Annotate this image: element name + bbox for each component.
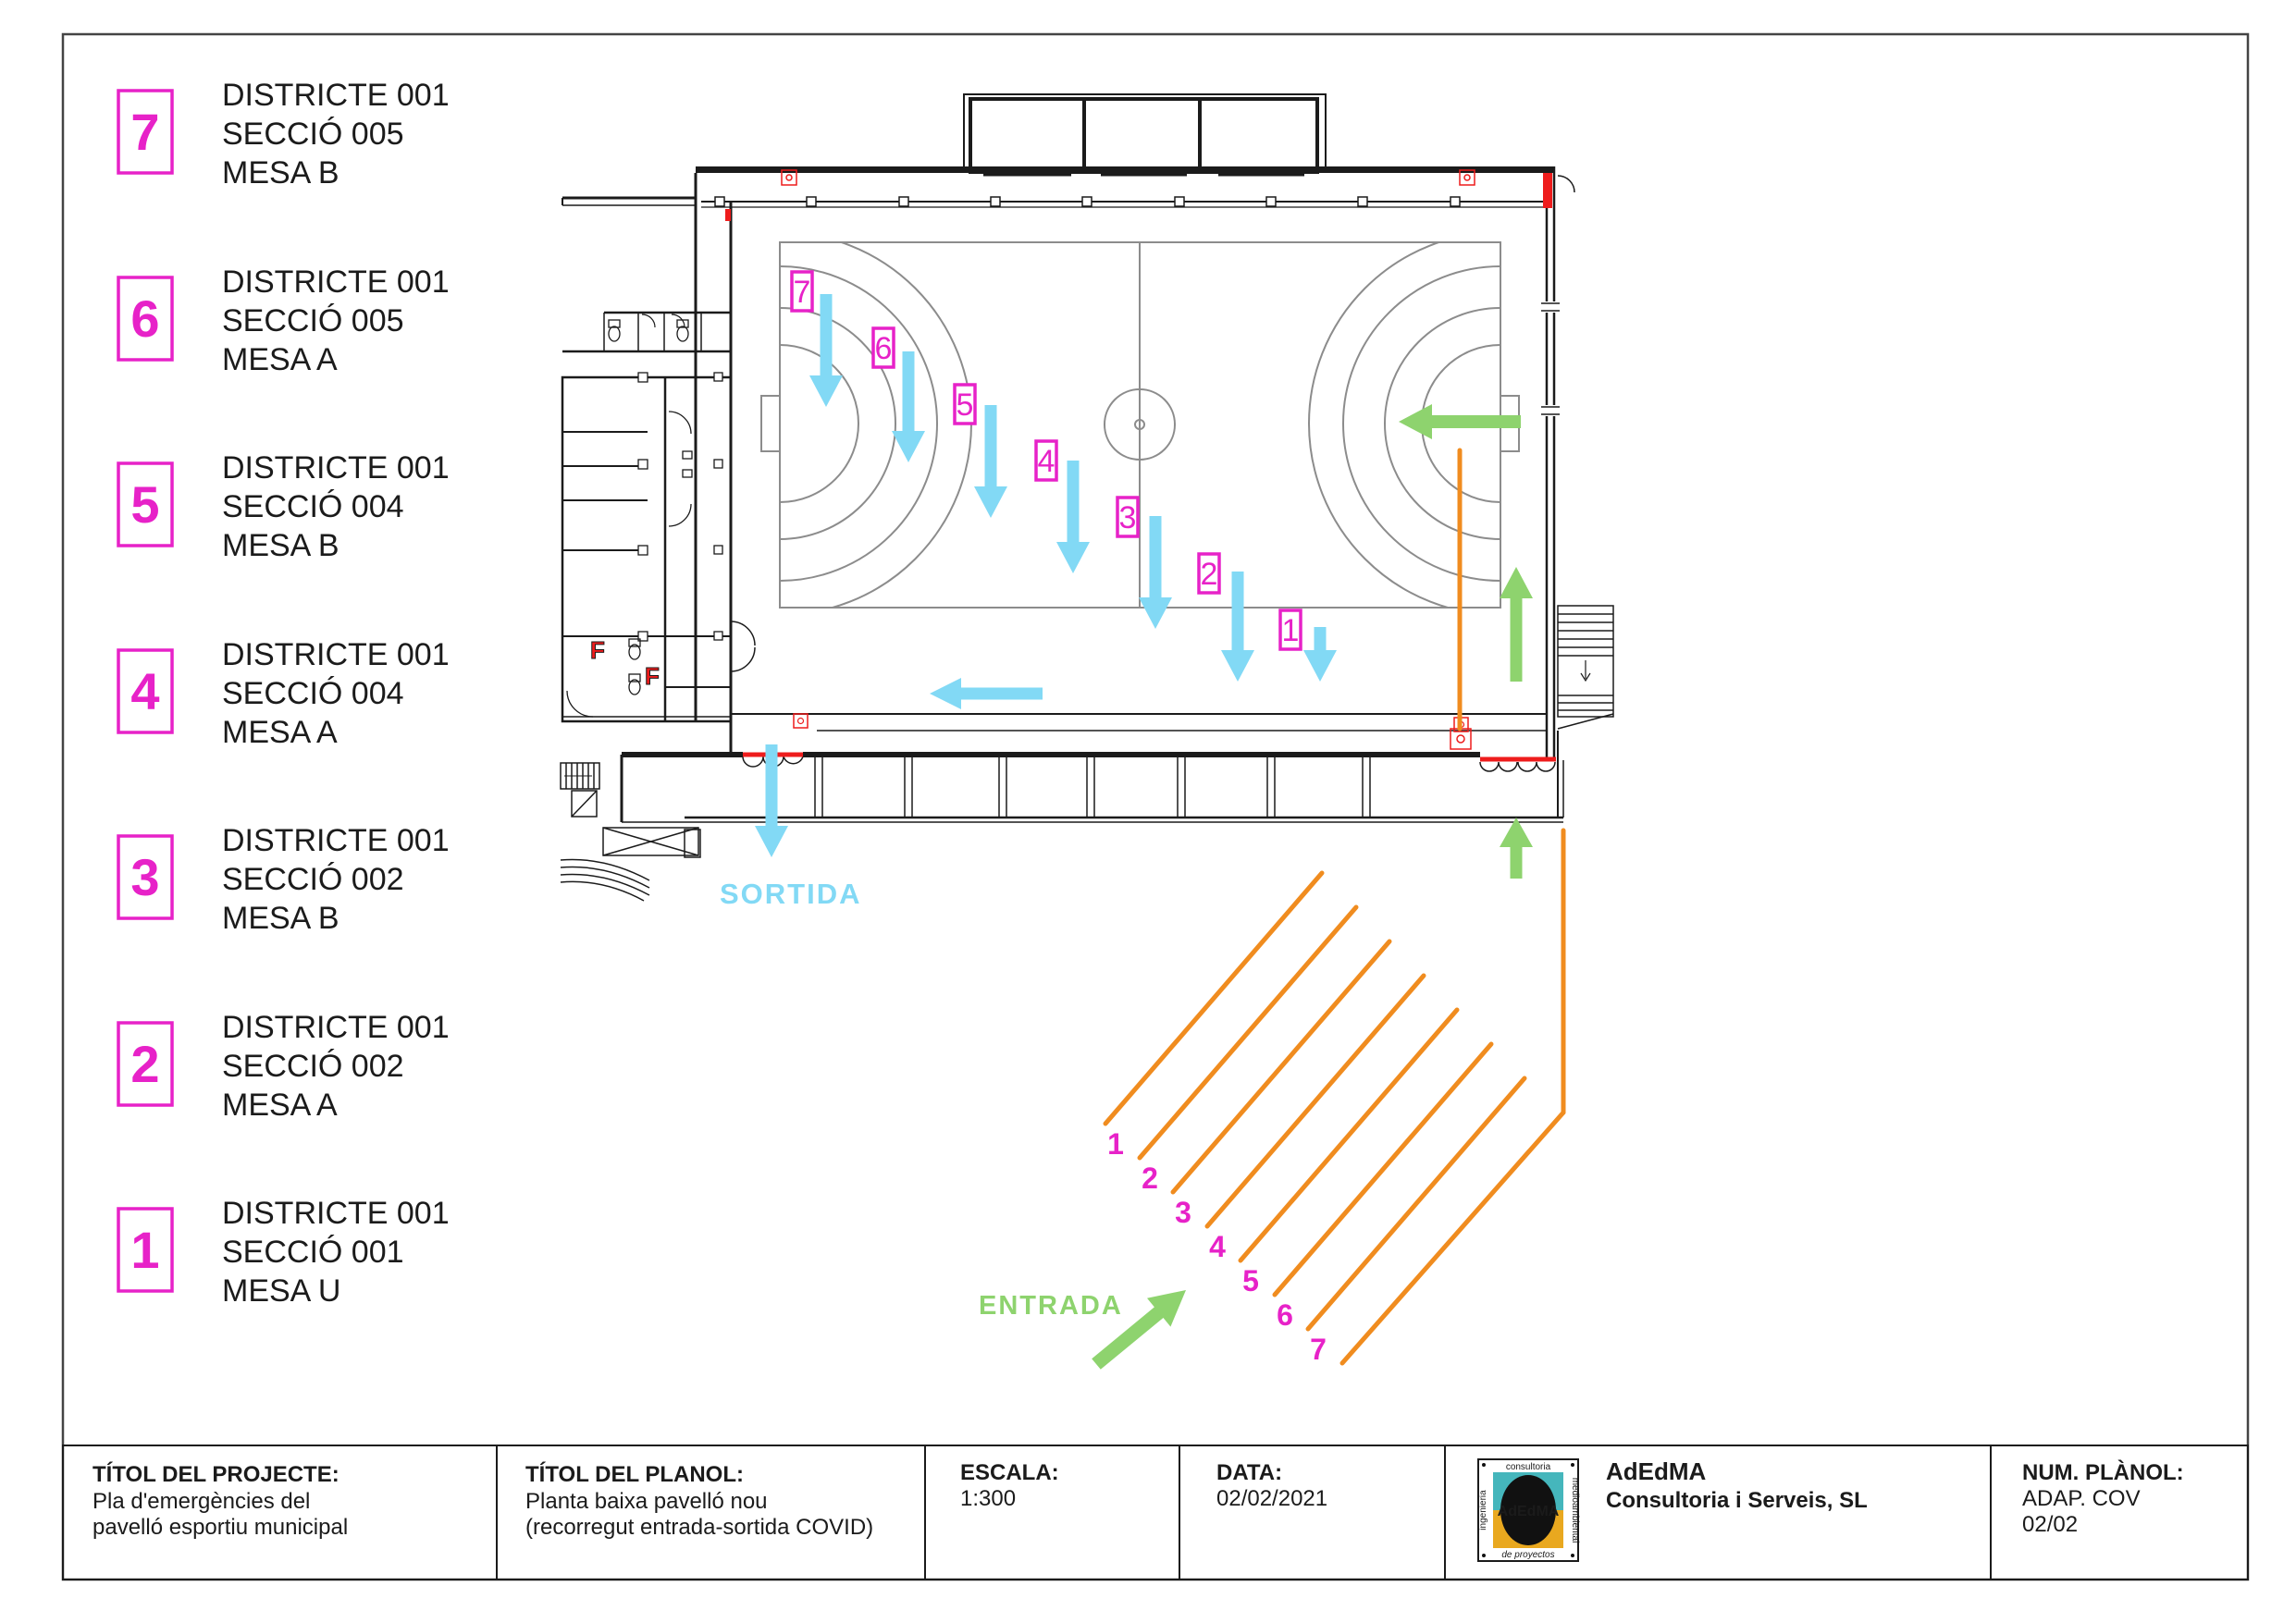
extinguisher-icon <box>794 714 808 728</box>
legend-item-1 <box>118 1196 450 1309</box>
entrance-lobby <box>964 94 1326 174</box>
entry-arrow-up-door <box>1500 818 1533 879</box>
legend-text: DISTRICTE 001 <box>222 1010 450 1045</box>
emergency-exit-door <box>1543 173 1552 208</box>
entry-arrow-up-inside <box>1500 567 1533 682</box>
route-marker-number: 2 <box>1200 557 1218 592</box>
sheet-title-line: (recorregut entrada-sortida COVID) <box>525 1515 874 1540</box>
legend-text: DISTRICTE 001 <box>222 637 450 672</box>
legend-box-number: 5 <box>130 475 160 534</box>
queue-divider <box>1173 941 1389 1192</box>
legend-text: SECCIÓ 005 <box>222 303 404 338</box>
company-subtitle: Consultoria i Serveis, SL <box>1606 1488 1868 1513</box>
handball-court <box>588 232 1692 615</box>
legend-box-number: 3 <box>130 848 160 906</box>
route-marker-number: 4 <box>1037 444 1055 479</box>
logo-top-text: consultoria <box>1505 1462 1551 1472</box>
fire-letter: F <box>645 662 660 690</box>
queue-number: 2 <box>1142 1162 1158 1195</box>
queue-number: 1 <box>1107 1127 1124 1161</box>
exit-arrow-1 <box>1303 627 1337 682</box>
queue-number: 4 <box>1209 1230 1226 1263</box>
emergency-sign-icon <box>725 209 731 221</box>
queue-divider <box>1308 1078 1524 1329</box>
cell-project <box>93 1461 348 1540</box>
legend-item-7 <box>118 78 450 191</box>
queue-number: 7 <box>1310 1333 1327 1366</box>
exit-arrow-3 <box>1139 516 1172 629</box>
queue-number: 6 <box>1277 1298 1293 1332</box>
legend-item-4 <box>118 637 450 750</box>
exit-route-arrows <box>755 294 1337 857</box>
legend-text: DISTRICTE 001 <box>222 78 450 113</box>
queue-divider <box>1241 1010 1457 1260</box>
plan-number-line: ADAP. COV <box>2022 1486 2141 1511</box>
logo-right-text: medioambiental <box>1570 1477 1580 1543</box>
legend-text: MESA A <box>222 1088 338 1123</box>
left-wing <box>562 198 731 721</box>
project-title-line: pavelló esportiu municipal <box>93 1515 349 1540</box>
legend-item-2 <box>118 1010 450 1123</box>
legend-text: DISTRICTE 001 <box>222 823 450 858</box>
legend-text: SECCIÓ 001 <box>222 1235 404 1270</box>
legend-text: MESA B <box>222 528 339 563</box>
plan-number-label: NUM. PLÀNOL: <box>2022 1460 2184 1485</box>
legend-text: DISTRICTE 001 <box>222 1196 450 1231</box>
legend-text: SECCIÓ 005 <box>222 117 404 152</box>
entry-arrow-left <box>1399 404 1521 439</box>
fire-letter: F <box>590 636 605 664</box>
route-marker-number: 7 <box>793 275 811 310</box>
legend <box>118 78 450 1309</box>
route-marker-number: 6 <box>874 331 893 366</box>
legend-text: DISTRICTE 001 <box>222 450 450 486</box>
legend-box-number: 4 <box>130 662 160 720</box>
legend-text: MESA B <box>222 155 339 191</box>
scale-label: ESCALA: <box>960 1460 1059 1485</box>
legend-box-number: 6 <box>130 289 160 348</box>
logo-center-text: AdEdMA <box>1497 1504 1560 1519</box>
date-label: DATA: <box>1216 1460 1283 1485</box>
legend-text: SECCIÓ 002 <box>222 862 404 897</box>
sheet-title-line: Planta baixa pavelló nou <box>525 1489 768 1514</box>
cell-sheet-title <box>525 1461 873 1540</box>
route-marker-number: 1 <box>1281 613 1300 648</box>
queue-divider <box>1342 1113 1563 1363</box>
exit-arrow-7 <box>809 294 843 407</box>
exit-arrow-6 <box>892 351 925 462</box>
legend-text: MESA A <box>222 715 338 750</box>
plan-number-line: 02/02 <box>2022 1512 2079 1537</box>
project-title-label: TÍTOL DEL PROJECTE: <box>93 1462 339 1487</box>
exit-arrow-2 <box>1221 572 1254 682</box>
legend-item-3 <box>118 823 450 936</box>
hall-walls <box>622 166 1574 822</box>
route-marker-number: 3 <box>1118 500 1137 535</box>
title-block <box>63 1445 2248 1580</box>
company-logo <box>1478 1459 1580 1561</box>
route-marker-number: 5 <box>956 387 974 423</box>
sortida-label: SORTIDA <box>720 878 862 910</box>
legend-box-number: 2 <box>130 1035 160 1093</box>
date-value: 02/02/2021 <box>1216 1486 1328 1511</box>
queue-divider <box>1275 1044 1491 1295</box>
sheet-title-label: TÍTOL DEL PLANOL: <box>525 1462 745 1487</box>
legend-text: SECCIÓ 004 <box>222 489 404 524</box>
legend-box-number: 7 <box>130 103 160 161</box>
exit-arrow-5 <box>974 405 1007 518</box>
queue-number: 5 <box>1242 1264 1259 1297</box>
legend-text: SECCIÓ 004 <box>222 676 404 711</box>
exit-arrow-door <box>755 744 788 857</box>
legend-text: MESA B <box>222 901 339 936</box>
logo-bottom-text: de proyectos <box>1501 1550 1555 1560</box>
scale-value: 1:300 <box>960 1486 1017 1511</box>
queue-number: 3 <box>1175 1196 1191 1229</box>
legend-item-6 <box>118 264 450 377</box>
cell-scale <box>960 1460 1059 1511</box>
cell-plan-number <box>2022 1459 2184 1537</box>
queue-divider <box>1207 976 1424 1226</box>
queue-divider <box>1140 907 1356 1158</box>
project-title-line: Pla d'emergències del <box>93 1489 311 1514</box>
legend-text: SECCIÓ 002 <box>222 1049 404 1084</box>
floor-plan <box>561 94 1692 1370</box>
entrada-label: ENTRADA <box>979 1291 1123 1321</box>
annex-stairs-ramp <box>561 763 700 901</box>
legend-text: MESA A <box>222 342 338 377</box>
legend-item-5 <box>118 450 450 563</box>
cell-company <box>1606 1457 1868 1513</box>
company-name: AdEdMA <box>1606 1457 1707 1485</box>
exit-arrow-left <box>930 678 1043 709</box>
legend-text: MESA U <box>222 1273 341 1309</box>
cell-date <box>1216 1460 1327 1511</box>
exit-arrow-4 <box>1056 461 1090 573</box>
logo-left-text: ingenieria <box>1478 1490 1488 1531</box>
legend-box-number: 1 <box>130 1221 160 1279</box>
exterior-stairs-right <box>1558 606 1613 729</box>
queue-divider <box>1105 873 1322 1124</box>
legend-text: DISTRICTE 001 <box>222 264 450 300</box>
